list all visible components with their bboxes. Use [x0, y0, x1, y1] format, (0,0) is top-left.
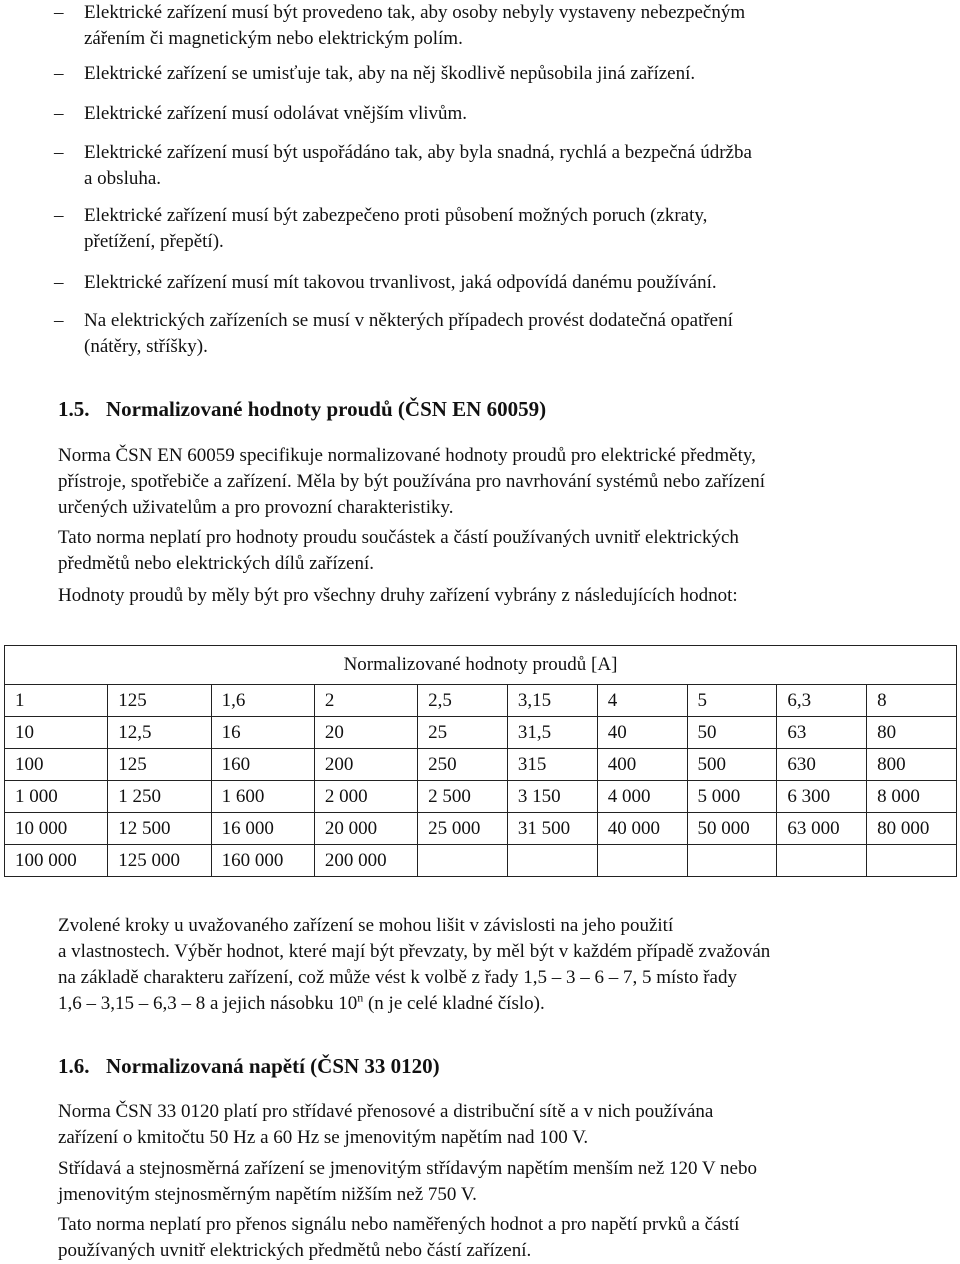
list-dash: – — [54, 103, 64, 124]
paragraph-line: Tato norma neplatí pro hodnoty proudu součástek a částí používaných uvnitř elektrických — [58, 527, 739, 548]
table-cell: 6,3 — [777, 685, 867, 717]
table-cell: 40 — [597, 717, 687, 749]
list-item — [54, 61, 908, 87]
table-cell: 12,5 — [108, 717, 211, 749]
exponent: n — [357, 990, 364, 1005]
paragraph-line: jmenovitým stejnosměrným napětím nižším než 750 V. — [58, 1184, 477, 1205]
table-cell: 8 — [867, 685, 957, 717]
table-cell: 50 000 — [687, 813, 777, 845]
table-cell — [418, 845, 508, 877]
paragraph-line — [58, 991, 918, 1017]
table-cell: 1 250 — [108, 781, 211, 813]
paragraph-line: a vlastnostech. Výběr hodnot, které mají být převzaty, by měl být v každém případě zvažován — [58, 941, 771, 962]
list-item — [54, 270, 908, 296]
section-heading-1-6 — [58, 1053, 440, 1079]
paragraph-line: Střídavá a stejnosměrná zařízení se jmenovitým střídavým napětím menším než 120 V nebo — [58, 1158, 757, 1179]
list-dash: – — [54, 310, 64, 331]
table-cell: 25 000 — [418, 813, 508, 845]
paragraph-line: Tato norma neplatí pro přenos signálu nebo naměřených hodnot a pro napětí prvků a částí — [58, 1214, 740, 1235]
paragraph-line: zařízení o kmitočtu 50 Hz a 60 Hz se jmenovitým napětím nad 100 V. — [58, 1127, 589, 1148]
table-cell: 160 000 — [211, 845, 314, 877]
table-cell: 50 — [687, 717, 777, 749]
table-cell: 25 — [418, 717, 508, 749]
table-cell — [867, 845, 957, 877]
table-cell: 200 000 — [314, 845, 417, 877]
paragraph — [58, 1212, 918, 1264]
list-item-line: a obsluha. — [84, 168, 162, 189]
table-cell: 125 — [108, 685, 211, 717]
list-item-line: Elektrické zařízení musí být uspořádáno tak, aby byla snadná, rychlá a bezpečná údržba — [84, 142, 752, 163]
table-cell: 4 — [597, 685, 687, 717]
section-title: Normalizovaná napětí (ČSN 33 0120) — [106, 1054, 440, 1078]
list-item — [54, 203, 908, 255]
list-dash: – — [54, 63, 64, 84]
table-cell: 8 000 — [867, 781, 957, 813]
table-row — [5, 749, 957, 781]
paragraph — [58, 1156, 918, 1208]
paragraph-line: používaných uvnitř elektrických předmětů nebo částí zařízení. — [58, 1240, 532, 1261]
paragraph-line: na základě charakteru zařízení, což může vést k volbě z řady 1,5 – 3 – 6 – 7, 5 místo řady — [58, 967, 737, 988]
table-cell: 16 000 — [211, 813, 314, 845]
table-cell: 20 000 — [314, 813, 417, 845]
table-cell: 125 000 — [108, 845, 211, 877]
table-row — [5, 845, 957, 877]
paragraph — [58, 1099, 918, 1151]
paragraph-line: Norma ČSN EN 60059 specifikuje normalizované hodnoty proudů pro elektrické předměty, — [58, 445, 756, 466]
paragraph — [58, 443, 918, 521]
table-cell: 5 000 — [687, 781, 777, 813]
table-cell: 3 150 — [507, 781, 597, 813]
table-cell: 31,5 — [507, 717, 597, 749]
list-item-line: Elektrické zařízení musí odolávat vnějším vlivům. — [84, 103, 468, 124]
table-cell: 400 — [597, 749, 687, 781]
section-number: 1.5. — [58, 397, 90, 421]
table-cell: 3,15 — [507, 685, 597, 717]
table-cell: 315 — [507, 749, 597, 781]
table-cell: 800 — [867, 749, 957, 781]
list-item-line: přetížení, přepětí). — [84, 231, 224, 252]
table-cell: 80 — [867, 717, 957, 749]
table-cell — [507, 845, 597, 877]
table-cell: 1 600 — [211, 781, 314, 813]
list-item — [54, 308, 908, 360]
table-cell: 20 — [314, 717, 417, 749]
table-cell: 630 — [777, 749, 867, 781]
list-item-line: (nátěry, stříšky). — [84, 336, 208, 357]
table-cell: 12 500 — [108, 813, 211, 845]
list-item — [54, 101, 908, 127]
table-cell: 63 000 — [777, 813, 867, 845]
table-cell: 125 — [108, 749, 211, 781]
list-dash: – — [54, 272, 64, 293]
table-cell: 16 — [211, 717, 314, 749]
table-cell: 100 000 — [5, 845, 108, 877]
table-cell: 1 000 — [5, 781, 108, 813]
list-item — [54, 0, 908, 52]
table-caption: Normalizované hodnoty proudů [A] — [5, 646, 957, 685]
table-cell: 200 — [314, 749, 417, 781]
paragraph-line: přístroje, spotřebiče a zařízení. Měla by být používána pro navrhování systémů nebo zařízení — [58, 471, 765, 492]
table-cell — [687, 845, 777, 877]
section-title: Normalizované hodnoty proudů (ČSN EN 60059) — [106, 397, 547, 421]
table-cell: 31 500 — [507, 813, 597, 845]
table-cell: 5 — [687, 685, 777, 717]
list-item-line: Elektrické zařízení musí být zabezpečeno proti působení možných poruch (zkraty, — [84, 205, 708, 226]
table-cell: 40 000 — [597, 813, 687, 845]
table-row — [5, 813, 957, 845]
table-cell — [597, 845, 687, 877]
table-cell: 500 — [687, 749, 777, 781]
paragraph-line: Norma ČSN 33 0120 platí pro střídavé přenosové a distribuční sítě a v nich používána — [58, 1101, 714, 1122]
table-cell: 63 — [777, 717, 867, 749]
paragraph-line: předmětů nebo elektrických dílů zařízení. — [58, 553, 375, 574]
table-cell: 2,5 — [418, 685, 508, 717]
paragraph — [58, 525, 918, 577]
table-cell: 4 000 — [597, 781, 687, 813]
table-cell: 80 000 — [867, 813, 957, 845]
table-cell: 160 — [211, 749, 314, 781]
table-cell: 1,6 — [211, 685, 314, 717]
paragraph-line: Hodnoty proudů by měly být pro všechny druhy zařízení vybrány z následujících hodnot: — [58, 585, 738, 606]
current-values-table — [4, 645, 957, 877]
list-item-line: Elektrické zařízení musí mít takovou trvanlivost, jaká odpovídá danému používání. — [84, 272, 717, 293]
list-item-line: Elektrické zařízení musí být provedeno tak, aby osoby nebyly vystaveny nebezpečným — [84, 2, 746, 23]
section-heading-1-5 — [58, 396, 546, 422]
table-cell: 10 — [5, 717, 108, 749]
paragraph — [58, 913, 918, 1017]
section-number: 1.6. — [58, 1054, 90, 1078]
table-cell: 2 500 — [418, 781, 508, 813]
paragraph — [58, 583, 918, 609]
table-caption-row — [5, 646, 957, 685]
list-item-line: zářením či magnetickým nebo elektrickým polím. — [84, 28, 463, 49]
table-cell: 1 — [5, 685, 108, 717]
table-cell: 250 — [418, 749, 508, 781]
table-cell: 2 — [314, 685, 417, 717]
paragraph-line: určených uživatelům a pro provozní charakteristiky. — [58, 497, 454, 518]
list-dash: – — [54, 2, 64, 23]
table-cell: 2 000 — [314, 781, 417, 813]
list-dash: – — [54, 142, 64, 163]
paragraph-line: Zvolené kroky u uvažovaného zařízení se mohou lišit v závislosti na jeho použití — [58, 915, 674, 936]
table-cell — [777, 845, 867, 877]
table-cell: 6 300 — [777, 781, 867, 813]
table-cell: 100 — [5, 749, 108, 781]
list-item-line: Elektrické zařízení se umisťuje tak, aby na něj škodlivě nepůsobila jiná zařízení. — [84, 63, 696, 84]
table-row — [5, 717, 957, 749]
table-cell: 10 000 — [5, 813, 108, 845]
list-item-line: Na elektrických zařízeních se musí v některých případech provést dodatečná opatření — [84, 310, 733, 331]
table-row — [5, 781, 957, 813]
list-item — [54, 140, 908, 192]
formula-text-end: (n je celé kladné číslo). — [363, 993, 545, 1014]
formula-text: 1,6 – 3,15 – 6,3 – 8 a jejich násobku 10 — [58, 993, 358, 1014]
table-row — [5, 685, 957, 717]
list-dash: – — [54, 205, 64, 226]
